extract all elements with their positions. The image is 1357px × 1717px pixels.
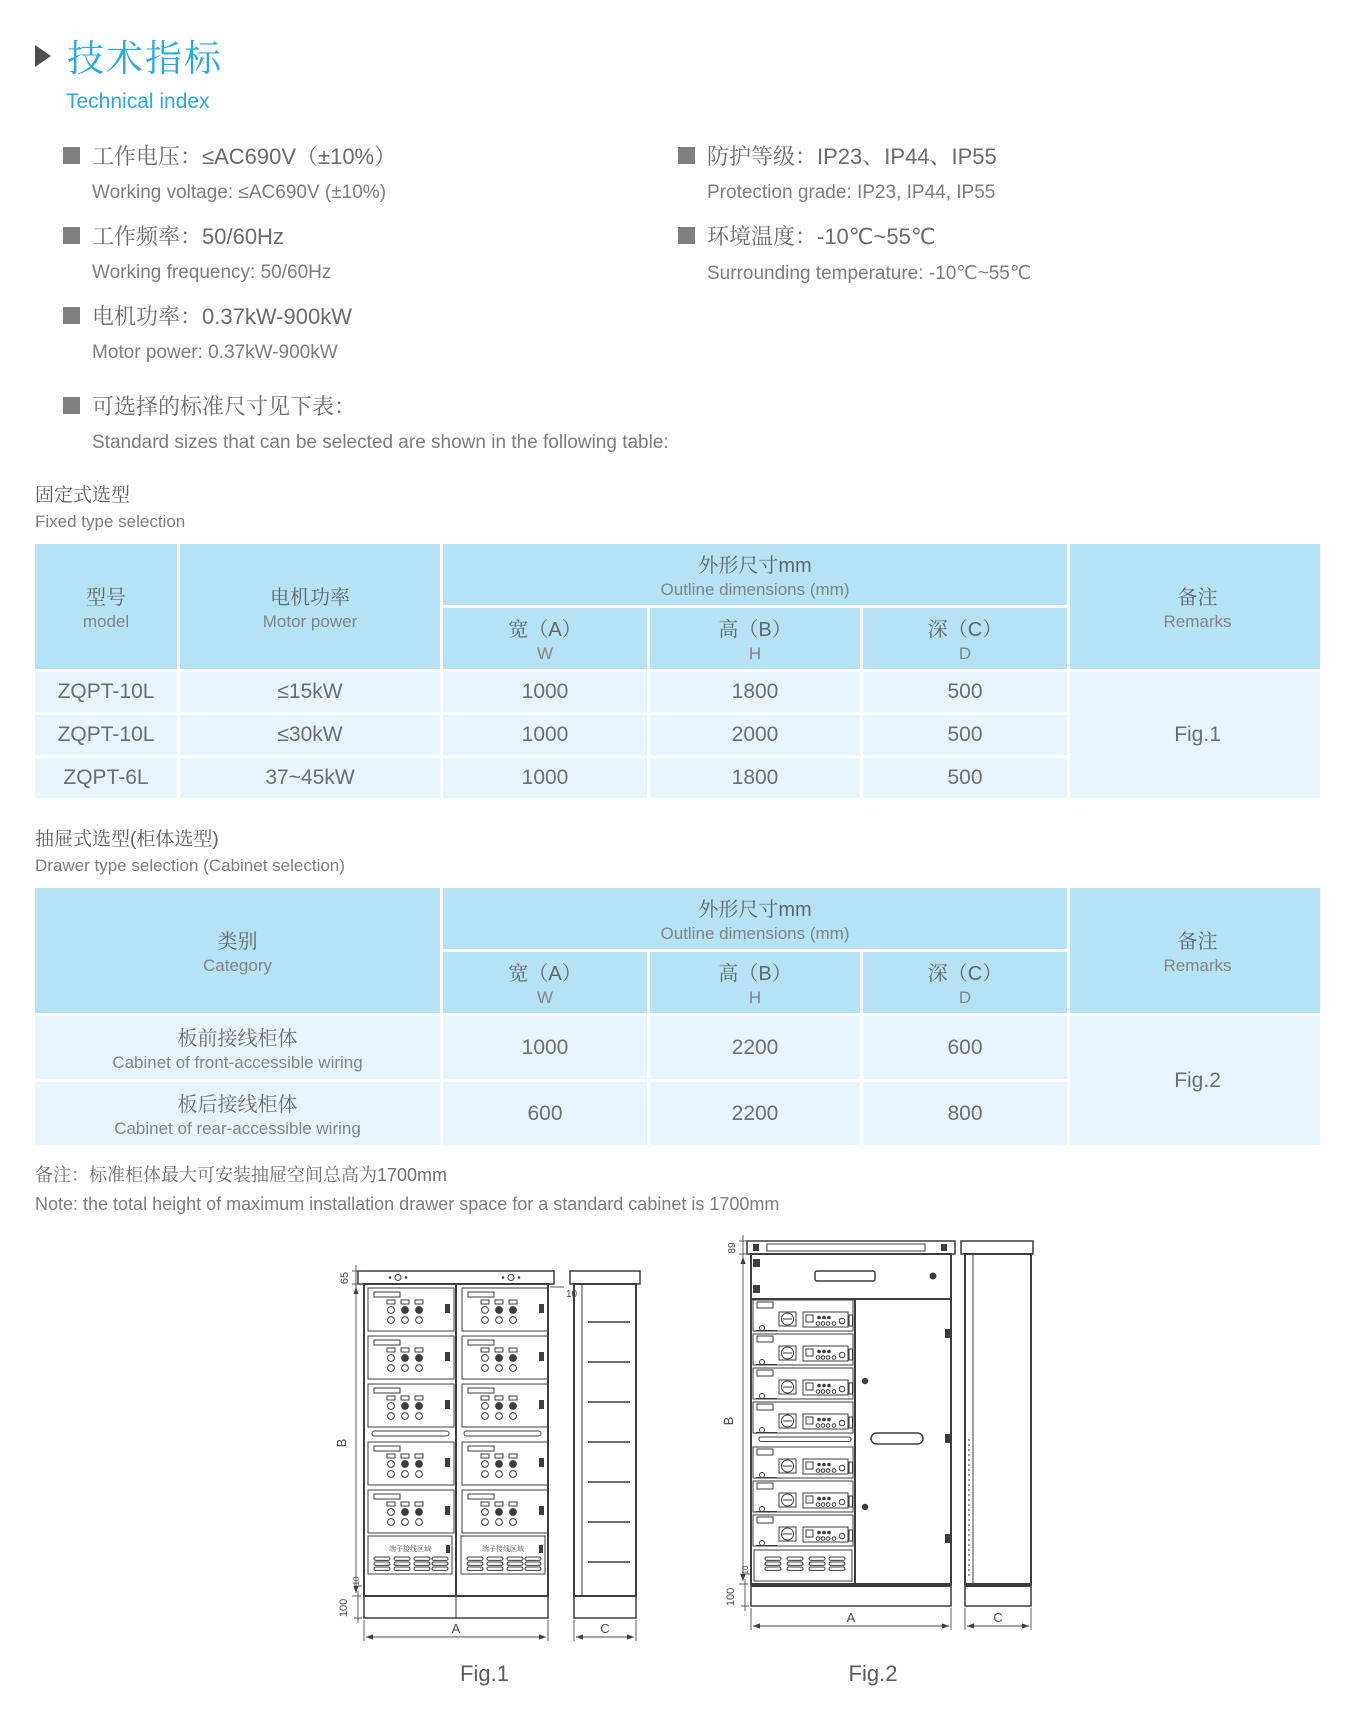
header-en: D (958, 644, 972, 663)
spec-working-frequency (63, 220, 678, 284)
category-en: Cabinet of rear-accessible wiring (114, 1119, 361, 1138)
fig2-dim-vent: 10 (741, 1565, 750, 1575)
header-en: Outline dimensions (mm) (660, 580, 850, 599)
header-cn: 深（C） (927, 619, 1003, 641)
square-bullet-icon (678, 227, 695, 244)
spec-list (63, 140, 1320, 380)
fig2-dim-width: A (846, 1610, 856, 1625)
fig1-terminal-label: 端子接线区域 (389, 1546, 431, 1553)
fig1-dim-top: 10 (566, 1289, 578, 1300)
section-title-cn: 固定式选型 (35, 485, 131, 506)
header-cn: 型号 (86, 587, 126, 609)
table-intro (63, 390, 1320, 454)
header-cn: 备注 (1177, 931, 1218, 953)
col-header-depth-c (863, 952, 1067, 1013)
cell-width: 1000 (443, 672, 647, 712)
spec-surrounding-temperature (678, 220, 1320, 285)
fig2-dim-height: B (721, 1416, 736, 1426)
header-en: W (536, 644, 554, 663)
spec-en-text: Working voltage: ≤AC690V (±10%) (92, 182, 387, 203)
cell-power: ≤30kW (180, 715, 440, 755)
spec-motor-power (63, 300, 678, 364)
header-en: Motor power (262, 612, 358, 631)
col-header-depth-c (863, 608, 1067, 669)
fig1-side-view (570, 1271, 640, 1641)
cell-width: 1000 (443, 758, 647, 798)
cell-remarks-fig1: Fig.1 (1070, 672, 1320, 798)
note-en: Note: the total height of maximum installation drawer space for a standard cabinet is 1700mm (35, 1194, 780, 1214)
col-header-category (35, 888, 440, 1013)
header-cn: 高（B） (718, 619, 792, 641)
figure-2-block (703, 1229, 1043, 1687)
cell-category (35, 1082, 440, 1145)
section-title-en: Fixed type selection (35, 512, 186, 531)
fig2-dim-base: 100 (725, 1587, 737, 1607)
cell-depth: 500 (863, 672, 1067, 712)
fig1-dim-height: B (334, 1438, 349, 1448)
header-cn: 备注 (1177, 587, 1218, 609)
table-row (35, 1016, 1320, 1079)
header-en: H (748, 644, 762, 663)
fig1-dim-depth: C (600, 1621, 610, 1636)
fixed-table-wrap (35, 544, 1320, 798)
fixed-type-table (35, 544, 1320, 798)
cell-height: 1800 (650, 672, 860, 712)
drawer-table-section-title (35, 824, 1320, 876)
header-en: Remarks (1163, 612, 1232, 631)
triangle-right-icon (35, 45, 51, 67)
square-bullet-icon (63, 307, 80, 324)
cell-width: 1000 (443, 1016, 647, 1079)
header-en: Remarks (1163, 956, 1232, 975)
cell-power: ≤15kW (180, 672, 440, 712)
spec-cn-text: 工作电压：≤AC690V（±10%） (92, 144, 397, 169)
col-header-remarks (1070, 888, 1320, 1013)
table-row (35, 672, 1320, 712)
cell-remarks-fig2: Fig.2 (1070, 1016, 1320, 1145)
fig1-dim-cap: 65 (339, 1271, 351, 1285)
spec-working-voltage (63, 140, 678, 204)
col-header-width-a (443, 952, 647, 1013)
cell-height: 2200 (650, 1082, 860, 1145)
header-cn: 外形尺寸mm (698, 555, 812, 577)
square-bullet-icon (63, 397, 80, 414)
header-cn: 深（C） (927, 963, 1003, 985)
col-header-height-b (650, 952, 860, 1013)
fig1-dim-base: 100 (338, 1598, 350, 1618)
figure-1-block (312, 1257, 657, 1687)
fig1-dim-vent: 10 (352, 1576, 361, 1586)
cell-width: 1000 (443, 715, 647, 755)
header-en: D (958, 988, 972, 1007)
fig1-dim-width: A (451, 1621, 461, 1636)
spec-cn-text: 工作频率：50/60Hz (92, 224, 284, 249)
figure-area (35, 1229, 1320, 1687)
col-header-outline-dimensions (443, 888, 1067, 949)
cell-category (35, 1016, 440, 1079)
section-title-en: Drawer type selection (Cabinet selection) (35, 856, 345, 875)
cell-power: 37~45kW (180, 758, 440, 798)
spec-cn-text: 防护等级：IP23、IP44、IP55 (707, 144, 997, 169)
header-cn: 高（B） (718, 963, 792, 985)
cell-model: ZQPT-10L (35, 715, 177, 755)
page-title-en: Technical index (66, 90, 210, 113)
square-bullet-icon (63, 147, 80, 164)
fig2-front-view (747, 1241, 955, 1606)
fig2-drawing (703, 1229, 1043, 1657)
col-header-height-b (650, 608, 860, 669)
header-cn: 宽（A） (508, 619, 582, 641)
spec-column-left (63, 140, 678, 380)
cell-width: 600 (443, 1082, 647, 1145)
cell-depth: 600 (863, 1016, 1067, 1079)
header-en: W (536, 988, 554, 1007)
cell-model: ZQPT-6L (35, 758, 177, 798)
square-bullet-icon (63, 227, 80, 244)
spec-column-right (678, 140, 1320, 380)
category-cn: 板前接线柜体 (177, 1028, 298, 1050)
header-cn: 类别 (217, 931, 258, 953)
note-cn: 备注：标准柜体最大可安装抽屉空间总高为1700mm (35, 1165, 448, 1185)
fixed-table-section-title (35, 480, 1320, 532)
spec-cn-text: 电机功率：0.37kW-900kW (92, 304, 352, 329)
fig1-caption: Fig.1 (460, 1661, 509, 1686)
col-header-width-a (443, 608, 647, 669)
fig1-terminal-label: 端子接线区域 (482, 1546, 524, 1553)
col-header-model (35, 544, 177, 669)
drawer-type-table (35, 888, 1320, 1145)
spec-en-text: Working frequency: 50/60Hz (92, 262, 332, 283)
spec-cn-text: 环境温度：-10℃~55℃ (707, 224, 936, 249)
spec-protection-grade (678, 140, 1320, 204)
category-en: Cabinet of front-accessible wiring (112, 1053, 363, 1072)
category-cn: 板后接线柜体 (177, 1094, 298, 1116)
col-header-motor-power (180, 544, 440, 669)
fig1-front-view (358, 1271, 554, 1618)
square-bullet-icon (678, 147, 695, 164)
header-en: Category (203, 956, 272, 975)
header-en: model (82, 612, 130, 631)
header-en: H (748, 988, 762, 1007)
col-header-outline-dimensions (443, 544, 1067, 605)
fig2-side-view (961, 1241, 1033, 1630)
page-title-cn: 技术指标 (67, 38, 223, 79)
intro-en-text: Standard sizes that can be selected are shown in the following table: (92, 432, 669, 453)
header-en: Outline dimensions (mm) (660, 924, 850, 943)
fig2-caption: Fig.2 (848, 1661, 898, 1686)
section-title-cn: 抽屉式选型(柜体选型) (35, 829, 219, 850)
cell-depth: 500 (863, 715, 1067, 755)
fig1-drawing (312, 1257, 657, 1657)
cell-depth: 500 (863, 758, 1067, 798)
page-header (35, 28, 1320, 82)
intro-cn-text: 可选择的标准尺寸见下表： (92, 394, 357, 419)
header-cn: 电机功率 (270, 587, 350, 609)
spec-en-text: Protection grade: IP23, IP44, IP55 (707, 182, 996, 203)
cell-height: 1800 (650, 758, 860, 798)
spec-en-text: Motor power: 0.37kW-900kW (92, 342, 338, 363)
col-header-remarks (1070, 544, 1320, 669)
spec-en-text: Surrounding temperature: -10℃~55℃ (707, 263, 1032, 284)
cell-model: ZQPT-10L (35, 672, 177, 712)
cell-height: 2200 (650, 1016, 860, 1079)
header-cn: 外形尺寸mm (698, 899, 812, 921)
header-cn: 宽（A） (508, 963, 582, 985)
fig2-dim-cap: 89 (727, 1242, 738, 1254)
cell-depth: 800 (863, 1082, 1067, 1145)
cell-height: 2000 (650, 715, 860, 755)
fig2-dim-depth: C (993, 1610, 1003, 1625)
drawer-table-wrap (35, 888, 1320, 1145)
